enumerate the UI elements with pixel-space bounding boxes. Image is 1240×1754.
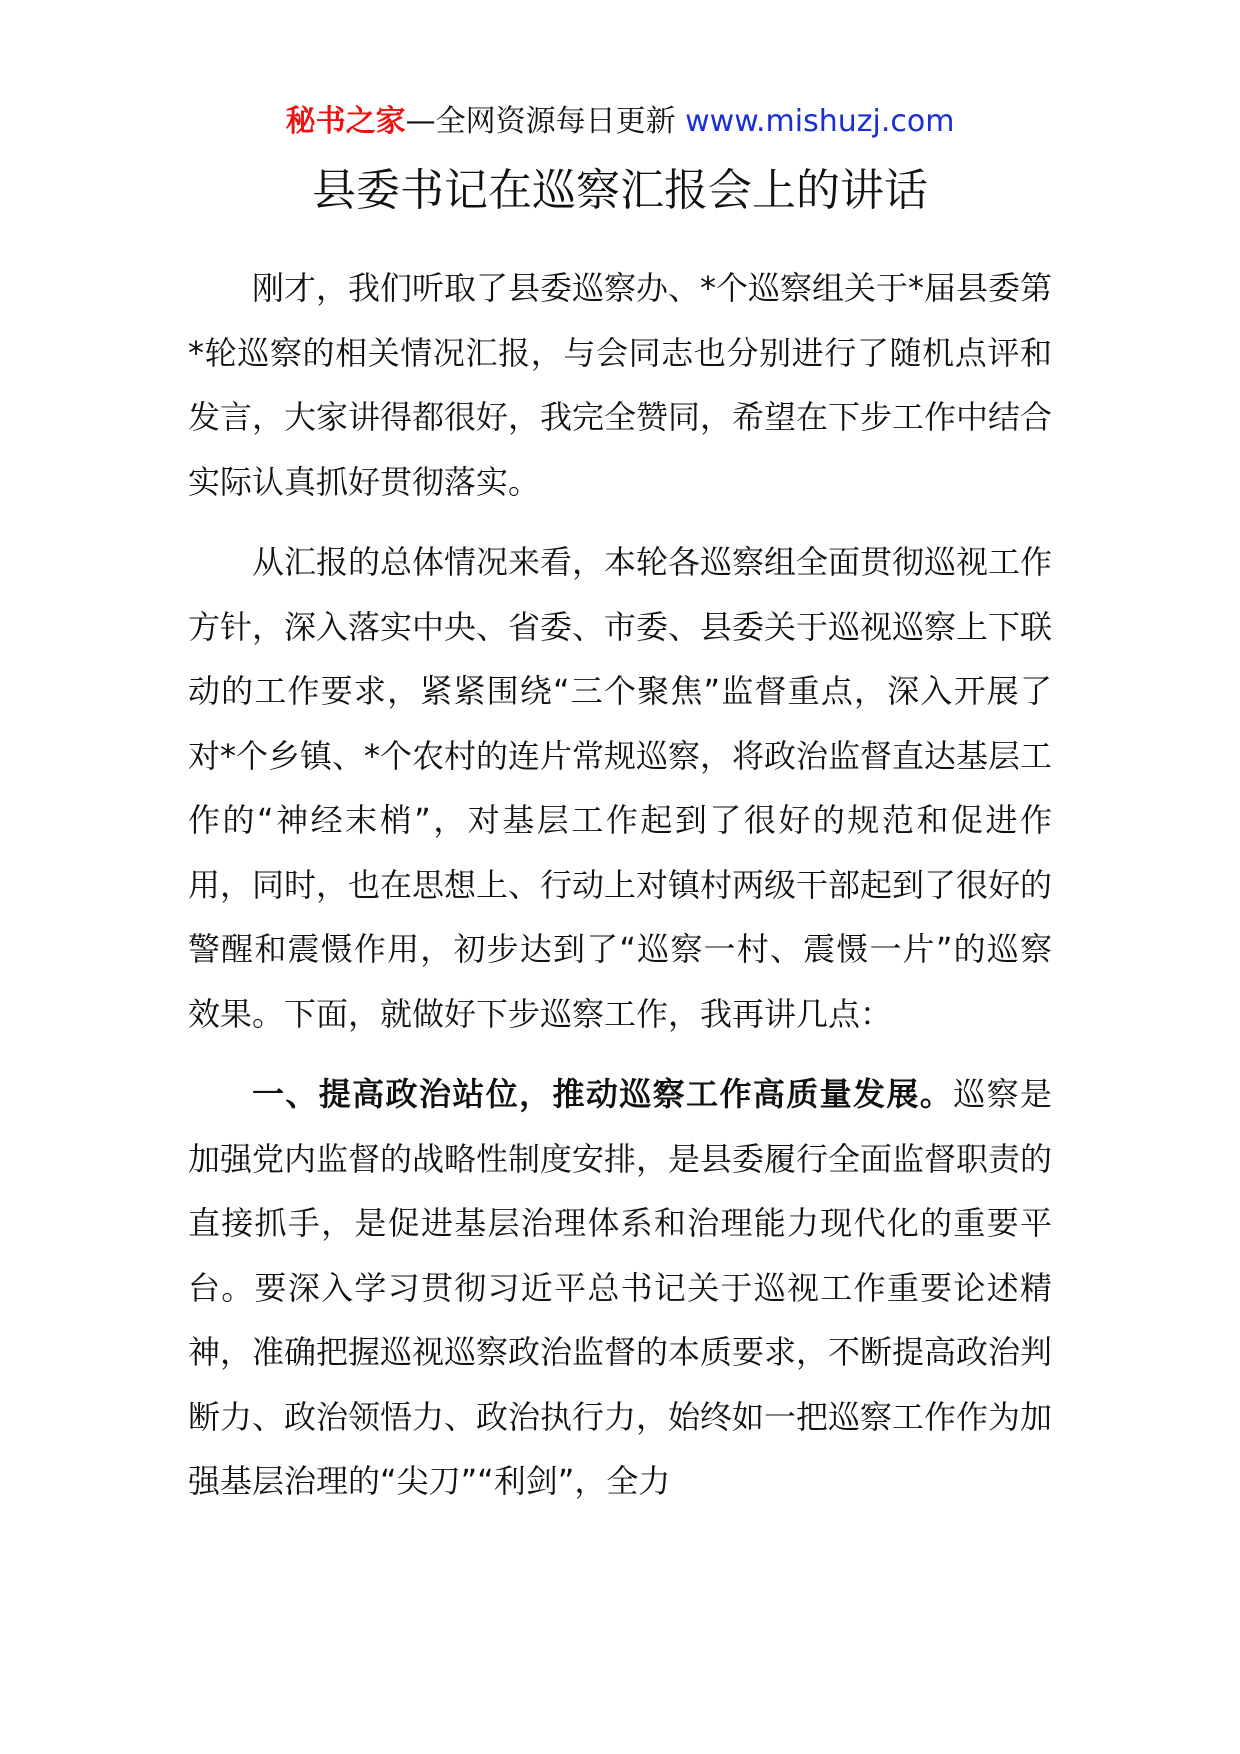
paragraph-3 — [188, 1062, 1052, 1514]
site-url-link[interactable]: www.mishuzj.com — [685, 104, 955, 139]
document-title: 县委书记在巡察汇报会上的讲话 — [312, 165, 928, 216]
paragraph-3-text: 巡察是加强党内监督的战略性制度安排，是县委履行全面监督职责的直接抓手，是促进基层治理体系和治理能力现代化的重要平台。要深入学习贯彻习近平总书记关于巡视工作重要论述精神，准确把握巡视巡察政治监督的本质要求，不断提高政治判断力、政治领悟力、政治执行力，始终如一把巡察工作作为加强基层治理的“尖刀”“利剑”，全力 — [188, 1075, 1053, 1500]
document-body — [188, 256, 1052, 1530]
paragraph-2-text: 从汇报的总体情况来看，本轮各巡察组全面贯彻巡视工作方针，深入落实中央、省委、市委、县委关于巡视巡察上下联动的工作要求，紧紧围绕“三个聚焦”监督重点，深入开展了对*个乡镇、*个农村的连片常规巡察，将政治监督直达基层工作的“神经末梢”，对基层工作起到了很好的规范和促进作用，同时，也在思想上、行动上对镇村两级干部起到了很好的警醒和震慑作用，初步达到了“巡察一村、震慑一片”的巡察效果。下面，就做好下步巡察工作，我再讲几点： — [188, 543, 1053, 1033]
section-heading-1: 一、提高政治站位，推动巡察工作高质量发展。 — [252, 1075, 954, 1113]
brand-name: 秘书之家 — [285, 104, 406, 139]
paragraph-1-text: 刚才，我们听取了县委巡察办、*个巡察组关于*届县委第*轮巡察的相关情况汇报，与会同志也分别进行了随机点评和发言，大家讲得都很好，我完全赞同，希望在下步工作中结合实际认真抓好贯彻落实。 — [188, 269, 1053, 501]
paragraph-1 — [188, 256, 1052, 514]
header-tagline: —全网资源每日更新 — [405, 104, 686, 139]
site-header — [0, 100, 1240, 144]
paragraph-2 — [188, 530, 1052, 1046]
